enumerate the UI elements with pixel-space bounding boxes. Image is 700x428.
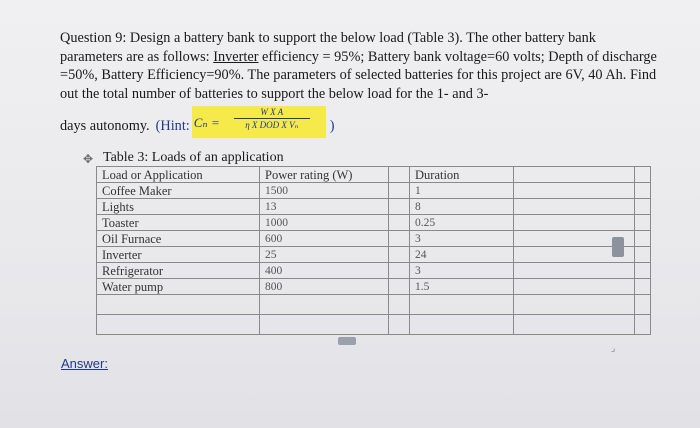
table-cell[interactable]: Load or Application — [97, 167, 260, 183]
table-cell[interactable] — [635, 279, 651, 295]
table-cell[interactable]: Toaster — [97, 215, 260, 231]
table-cell[interactable] — [389, 215, 410, 231]
table-cell[interactable] — [389, 315, 410, 335]
table-cell[interactable] — [635, 315, 651, 335]
table-cell[interactable]: Refrigerator — [97, 263, 260, 279]
table-cell[interactable] — [635, 183, 651, 199]
table-cell[interactable] — [514, 215, 635, 231]
table-cell[interactable]: 13 — [260, 199, 389, 215]
inverter-word: Inverter — [213, 48, 259, 65]
table-cell[interactable]: 8 — [410, 199, 514, 215]
table-row — [97, 231, 651, 247]
table-cell[interactable]: Coffee Maker — [97, 183, 260, 199]
table-cell[interactable] — [389, 167, 410, 183]
table-cell[interactable] — [260, 295, 389, 315]
question-body-a: Design a battery bank to support the below load (Table 3). The other battery bank parameters are as follows: — [60, 30, 596, 65]
table-cell[interactable] — [514, 183, 635, 199]
table-row — [97, 247, 651, 263]
table-header-row — [97, 167, 651, 183]
table-cell[interactable]: 1500 — [260, 183, 389, 199]
table-cell[interactable] — [514, 279, 635, 295]
table-cell[interactable] — [260, 315, 389, 335]
table-cell[interactable] — [410, 295, 514, 315]
table-cell[interactable] — [389, 199, 410, 215]
table-row — [97, 199, 651, 215]
table-cell[interactable]: Duration — [410, 167, 514, 183]
table-cell[interactable]: Water pump — [97, 279, 260, 295]
loads-table — [96, 166, 651, 335]
formula-numerator: W X A — [234, 106, 310, 119]
table-cell[interactable] — [635, 199, 651, 215]
table-cell[interactable] — [389, 263, 410, 279]
table-cell[interactable] — [514, 199, 635, 215]
table-cell[interactable]: 400 — [260, 263, 389, 279]
table-cell[interactable] — [635, 263, 651, 279]
table-move-icon[interactable]: ✥ — [83, 152, 94, 166]
hint-line — [60, 107, 335, 142]
table-cell[interactable] — [635, 231, 651, 247]
table-cell[interactable]: 0.25 — [410, 215, 514, 231]
table-cell[interactable]: 1 — [410, 183, 514, 199]
corner-resize-icon[interactable]: ⌟ — [611, 343, 616, 353]
table-cell[interactable] — [514, 263, 635, 279]
table-cell[interactable] — [97, 295, 260, 315]
table-cell[interactable] — [514, 167, 635, 183]
table-cell[interactable] — [514, 295, 635, 315]
table-cell[interactable]: Inverter — [97, 247, 260, 263]
table-cell[interactable]: 24 — [410, 247, 514, 263]
table-caption: Table 3: Loads of an application — [103, 150, 284, 165]
table-cell[interactable]: 3 — [410, 231, 514, 247]
table-cell[interactable] — [514, 315, 635, 335]
table-cell[interactable]: 1000 — [260, 215, 389, 231]
table-row — [97, 295, 651, 315]
table-row — [97, 183, 651, 199]
table-cell[interactable] — [635, 215, 651, 231]
table-cell[interactable]: 3 — [410, 263, 514, 279]
table-resize-handle[interactable] — [338, 337, 356, 345]
table-row — [97, 279, 651, 295]
table-cell[interactable] — [389, 247, 410, 263]
hint-formula — [192, 106, 326, 138]
table-cell[interactable] — [97, 315, 260, 335]
answer-label[interactable]: Answer: — [61, 356, 108, 371]
formula-lhs: Cₙ = — [193, 115, 220, 130]
table-cell[interactable]: Power rating (W) — [260, 167, 389, 183]
question-text — [60, 29, 660, 103]
formula-fraction — [234, 106, 310, 131]
hint-close: ) — [329, 118, 335, 134]
table-cell[interactable] — [389, 231, 410, 247]
table-row — [97, 263, 651, 279]
table-cell[interactable]: 1.5 — [410, 279, 514, 295]
table-cell[interactable] — [635, 167, 651, 183]
question-label: Question 9: — [60, 30, 127, 46]
table-cell[interactable] — [389, 295, 410, 315]
table-cell[interactable]: 25 — [260, 247, 389, 263]
table-row — [97, 215, 651, 231]
hint-label: (Hint: — [155, 118, 190, 134]
table-cell[interactable]: Oil Furnace — [97, 231, 260, 247]
side-scroll-handle[interactable] — [612, 237, 624, 257]
table-cell[interactable] — [389, 279, 410, 295]
table-cell[interactable] — [410, 315, 514, 335]
table-cell[interactable]: 600 — [260, 231, 389, 247]
table-cell[interactable] — [635, 247, 651, 263]
table-cell[interactable] — [389, 183, 410, 199]
question-body-b: efficiency = 95%; Battery bank voltage=60 volts; Depth of discharge =50%, Battery Efficiency=90%. The parameters of selected batteries for this project are 6V, 40 Ah. Find out the total number of batteries to support the below load for the 1- and 3- — [60, 48, 657, 102]
hint-prefix: days autonomy. — [60, 118, 150, 134]
table-cell[interactable]: Lights — [97, 199, 260, 215]
formula-denominator: η X DOD X Vₙ — [245, 120, 299, 130]
table-cell[interactable] — [635, 295, 651, 315]
table-cell[interactable]: 800 — [260, 279, 389, 295]
table-row — [97, 315, 651, 335]
